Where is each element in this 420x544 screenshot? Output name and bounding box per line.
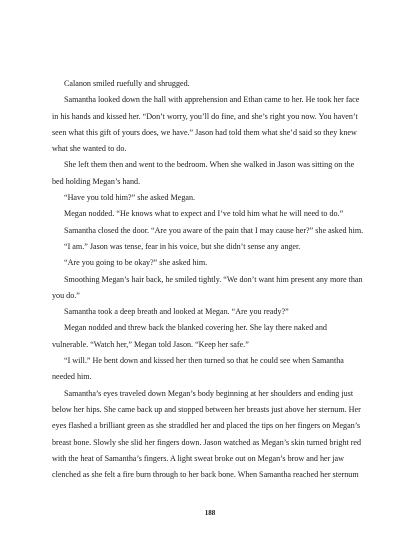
text-line: Samantha took a deep breath and looked at Megan. “Are you ready?” xyxy=(64,307,289,317)
page-number: 188 xyxy=(204,509,216,517)
text-line: “I will.” He bent down and kissed her then turned so that he could see when Samantha xyxy=(64,356,344,366)
text-line: “Are you going to be okay?” she asked him. xyxy=(64,258,208,268)
text-line: eyes flashed a brilliant green as she straddled her and placed the tips on her fingers on Megan’s xyxy=(52,421,361,431)
text-line: you do.” xyxy=(52,290,80,300)
text-line: “Have you told him?” she asked Megan. xyxy=(64,193,196,203)
text-line: Samantha’s eyes traveled down Megan’s body beginning at her shoulders and ending just xyxy=(64,388,354,398)
text-line: clenched as she felt a fire burn through to her back bone. When Samantha reached her sternum xyxy=(52,470,359,480)
text-line: in his hands and kissed her. “Don’t worry, you’ll do fine, and she’s right you now. You haven’t xyxy=(52,111,358,121)
text-line: vulnerable. “Watch her,” Megan told Jason. “Keep her safe.” xyxy=(52,339,249,349)
text-line: needed him. xyxy=(52,372,92,382)
text-line: Megan nodded and threw back the blanked covering her. She lay there naked and xyxy=(64,323,327,333)
text-line: with the heat of Samantha’s fingers. A light sweat broke out on Megan’s brow and her jaw xyxy=(52,453,344,463)
text-line: bed holding Megan’s hand. xyxy=(52,176,141,186)
text-line: Megan nodded. “He knows what to expect and I’ve told him what he will need to do.” xyxy=(64,209,344,219)
text-line: Samantha closed the door. “Are you aware of the pain that I may cause her?” she asked him. xyxy=(64,225,364,235)
text-line: below her hips. She came back up and stopped between her breasts just above her sternum. Her xyxy=(52,404,361,414)
text-line: seen what this gift of yours does, we have.” Jason had told them what she’d said so they knew xyxy=(52,127,357,137)
page-body-text xyxy=(52,76,370,483)
text-line: “I am.” Jason was tense, fear in his voice, but she didn’t sense any anger. xyxy=(64,241,301,251)
text-line: breast bone. Slowly she slid her fingers down. Jason watched as Megan’s skin turned bright red xyxy=(52,437,362,447)
text-line: Smoothing Megan’s hair back, he smiled tightly. “We don’t want him present any more than xyxy=(64,274,363,284)
text-line: Calanon smiled ruefully and shrugged. xyxy=(64,79,190,88)
text-line: She left them then and went to the bedroom. When she walked in Jason was sitting on the xyxy=(64,160,355,170)
text-line: what she wanted to do. xyxy=(52,144,127,154)
text-line: Samantha looked down the hall with apprehension and Ethan came to her. He took her face xyxy=(64,95,360,105)
